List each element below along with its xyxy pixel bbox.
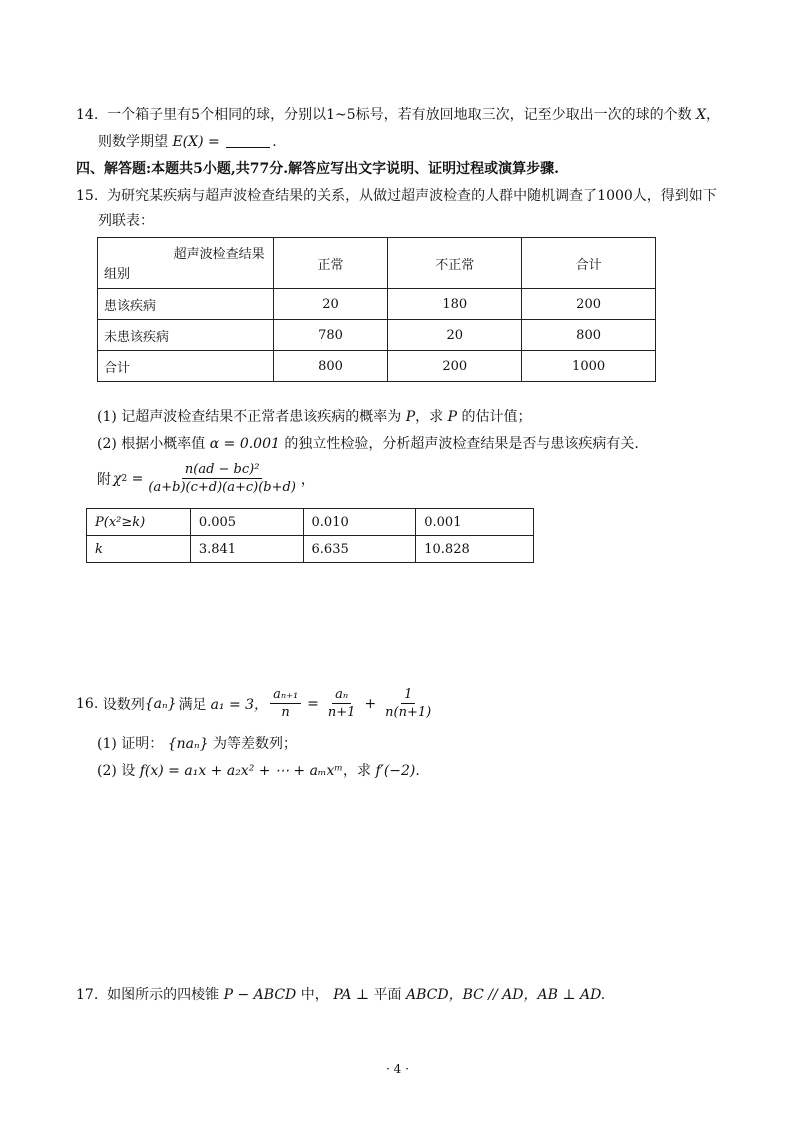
q16-text: 设数列 [102, 696, 145, 713]
q16-frac2 [325, 686, 359, 721]
table-cell: 20 [388, 320, 522, 351]
q14-number: 14. [76, 107, 99, 123]
table-row [98, 289, 656, 320]
q16-part1-seq: {naₙ} [167, 736, 209, 752]
q17-text: 如图所示的四棱锥 [107, 987, 220, 1003]
table-cell: 0.001 [416, 509, 534, 536]
row-label [87, 536, 191, 563]
q14-period: . [272, 134, 277, 150]
q16-part1-text2: 为等差数列； [213, 736, 298, 752]
critical-value-table [86, 508, 534, 563]
table-cell: 780 [273, 320, 388, 351]
q16-frac3 [382, 686, 434, 721]
q16-line1 [76, 686, 436, 721]
q17-text2: 中， [300, 987, 329, 1003]
q16-part2-text: (2) 设 [97, 763, 136, 779]
q16-part2-period: . [415, 763, 420, 779]
chi-square-formula: 附 χ 2 = $\frac{\text{n(ad − bc)²}}{(a+b)(c+d)(a+c)(b+d)}$ ， [97, 462, 315, 495]
table-corner-cell [98, 238, 274, 289]
k-label: k [95, 541, 103, 557]
table-cell: 180 [388, 289, 522, 320]
q15-var-p2: P [447, 409, 458, 425]
table-row [87, 536, 534, 563]
table-cell: 10.828 [416, 536, 534, 563]
q16-text2: 满足 [178, 696, 207, 713]
q15-part2 [97, 434, 639, 454]
q15-part1-text2: ，求 [415, 409, 444, 425]
q15-part1-text: (1) 记超声波检查结果不正常者患该疾病的概率为 [97, 409, 402, 425]
q16-frac1 [270, 686, 301, 721]
row-label: 合计 [98, 351, 274, 382]
q16-plus: + [364, 695, 377, 712]
q15-var-p: P [405, 409, 416, 425]
q16-part2 [97, 761, 420, 781]
chi-square-fraction [145, 461, 299, 496]
chi-denominator: (a+b)(c+d)(a+c)(b+d) [148, 480, 296, 495]
appendix-comma: ， [300, 471, 315, 488]
q15-part1-text3: 的估计值； [461, 409, 532, 425]
q15-line1 [76, 186, 717, 206]
q14-expectation: E(X) = [172, 134, 220, 150]
q16-part1-text: (1) 证明： [97, 736, 164, 752]
table-cell: 200 [388, 351, 522, 382]
table-col-header: 正常 [273, 238, 388, 289]
q16-part2-text2: ，求 [343, 763, 371, 779]
table-cell: 1000 [522, 351, 656, 382]
q17-expr3: ABCD，BC // AD，AB ⊥ AD. [405, 987, 606, 1003]
q15-part1 [97, 407, 531, 427]
frac2-num: aₙ [332, 686, 351, 704]
q14-line2-prefix: 则数学期望 [98, 134, 168, 150]
q15-line2: 列联表： [98, 213, 154, 229]
q16-number: 16. [76, 695, 99, 712]
frac3-num: 1 [401, 686, 415, 704]
chi-numerator: n(ad − bc)² [182, 461, 263, 479]
q15-part2-text: (2) 根据小概率值 [97, 436, 206, 452]
row-label: 患该疾病 [98, 289, 274, 320]
q15-alpha: α = 0.001 [209, 436, 280, 452]
contingency-table [97, 237, 656, 382]
q16-equals: = [307, 695, 319, 712]
header-group-label: 组别 [104, 267, 131, 282]
table-cell: 800 [273, 351, 388, 382]
frac1-num: aₙ₊₁ [270, 686, 301, 704]
table-cell: 0.005 [190, 509, 303, 536]
q16-part2-expr: f(x) = a₁x + a₂x² + ⋯ + aₘxᵐ [139, 763, 343, 779]
q16-part1 [97, 734, 297, 754]
row-label: 未患该疾病 [98, 320, 274, 351]
frac3-den: n(n+1) [385, 705, 432, 720]
table-row [98, 320, 656, 351]
q14-answer-blank[interactable] [226, 133, 270, 148]
table-col-header: 不正常 [388, 238, 522, 289]
appendix-label: 附 [97, 471, 111, 488]
table-cell: 3.841 [190, 536, 303, 563]
table-col-header: 合计 [522, 238, 656, 289]
q15-part2-text2: 的独立性检验，分析超声波检查结果是否与患该疾病有关. [284, 436, 639, 452]
q17-expr2: PA ⊥ [333, 987, 370, 1003]
q17-number: 17. [76, 987, 99, 1003]
q14-line2 [98, 132, 277, 152]
table-cell: 20 [273, 289, 388, 320]
q15-number: 15. [76, 188, 99, 204]
section-heading: 四、解答题:本题共5小题,共77分.解答应写出文字说明、证明过程或演算步骤. [76, 161, 560, 177]
q17-expr1: P − ABCD [223, 987, 297, 1003]
q14-line1 [76, 105, 720, 125]
page-number: · 4 · [386, 1062, 409, 1076]
q16-part2-target: f′(−2) [375, 763, 416, 779]
row-label [87, 509, 191, 536]
q16-sequence: {aₙ} [144, 695, 177, 712]
table-cell: 800 [522, 320, 656, 351]
table-cell: 0.010 [303, 509, 416, 536]
table-header-row [98, 238, 656, 289]
q17-text3: 平面 [373, 987, 402, 1003]
table-row [98, 351, 656, 382]
table-row [87, 509, 534, 536]
q16-a1: a₁ = 3， [210, 696, 269, 713]
prob-label: P(x²≥k) [95, 514, 146, 530]
header-result-label: 超声波检查结果 [173, 247, 265, 262]
q14-comma: ， [706, 107, 721, 123]
frac1-den: n [281, 705, 290, 720]
table-cell: 200 [522, 289, 656, 320]
q14-text: 一个箱子里有5个相同的球，分别以1~5标号，若有放回地取三次，记至少取出一次的球的个数 [107, 107, 692, 123]
q15-text: 为研究某疾病与超声波检查结果的关系，从做过超声波检查的人群中随机调查了1000人，得到如下 [107, 188, 717, 204]
table-cell: 6.635 [303, 536, 416, 563]
q14-var-x: X [696, 107, 707, 123]
q17-line1 [76, 985, 605, 1005]
frac2-den: n+1 [327, 705, 356, 720]
